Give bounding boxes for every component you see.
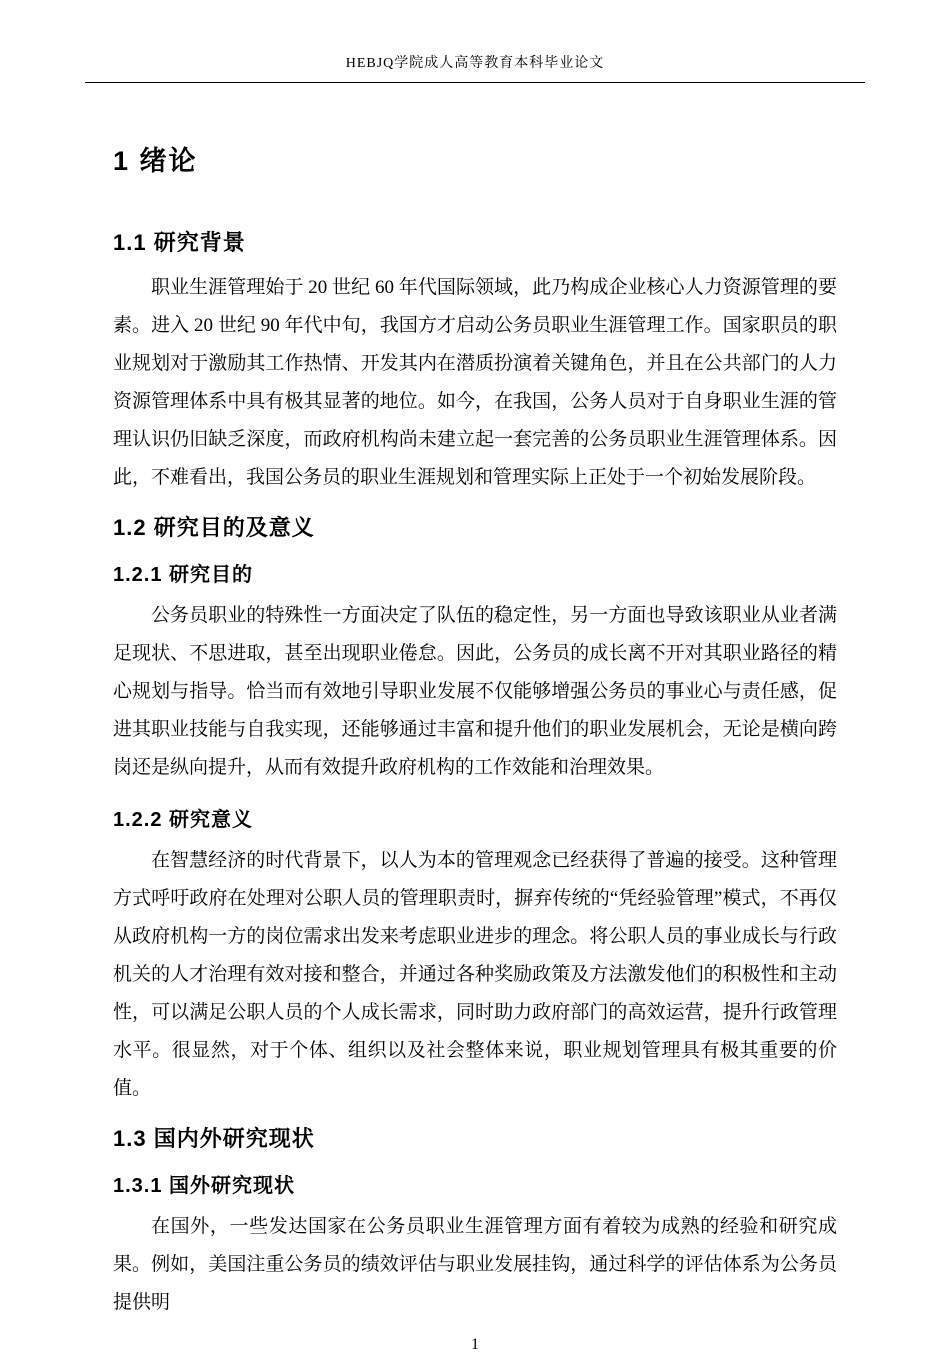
page-footer [85,1326,865,1354]
paragraph-research-significance: 在智慧经济的时代背景下，以人为本的管理观念已经获得了普遍的接受。这种管理方式呼吁政府在处理对公职人员的管理职责时，摒弃传统的“凭经验管理”模式，不再仅从政府机构一方的岗位需求出发来考虑职业进步的理念。将公职人员的事业成长与行政机关的人才治理有效对接和整合，并通过各种奖励政策及方法激发他们的积极性和主动性，可以满足公职人员的个人成长需求，同时助力政府部门的高效运营，提升行政管理水平。很显然，对于个体、组织以及社会整体来说，职业规划管理具有极其重要的价值。 [113,850,837,1099]
paragraph-foreign-research-status: 在国外，一些发达国家在公务员职业生涯管理方面有着较为成熟的经验和研究成果。例如，美国注重公务员的绩效评估与职业发展挂钩，通过科学的评估体系为公务员提供明 [113,1216,837,1313]
page-number: 1 [471,1336,479,1353]
subsection-heading-1-2-1: 1.2.1 研究目的 [113,564,254,586]
section-heading-1-2: 1.2 研究目的及意义 [113,515,315,540]
paragraph-research-purpose: 公务员职业的特殊性一方面决定了队伍的稳定性，另一方面也导致该职业从业者满足现状、不思进取，甚至出现职业倦怠。因此，公务员的成长离不开对其职业路径的精心规划与指导。恰当而有效地引导职业发展不仅能够增强公务员的事业心与责任感，促进其职业技能与自我实现，还能够通过丰富和提升他们的职业发展机会，无论是横向跨岗还是纵向提升，从而有效提升政府机构的工作效能和治理效果。 [113,605,837,778]
document-body [85,83,865,1326]
section-heading-1-3: 1.3 国内外研究现状 [113,1126,315,1151]
paragraph-research-background: 职业生涯管理始于 20 世纪 60 年代国际领域，此乃构成企业核心人力资源管理的要素。进入 20 世纪 90 年代中旬，我国方才启动公务员职业生涯管理工作。国家职员的职业规划对于激励其工作热情、开发其内在潜质扮演着关键角色，并且在公共部门的人力资源管理体系中具有极其显著的地位。如今，在我国，公务人员对于自身职业生涯的管理认识仍旧缺乏深度，而政府机构尚未建立起一套完善的公务员职业生涯管理体系。因此，不难看出，我国公务员的职业生涯规划和管理实际上正处于一个初始发展阶段。 [113,277,837,488]
section-heading-1-1: 1.1 研究背景 [113,230,246,255]
page-header [85,52,865,83]
chapter-title: 1 绪论 [113,146,198,176]
running-title: HEBJQ学院成人高等教育本科毕业论文 [345,56,605,71]
subsection-heading-1-2-2: 1.2.2 研究意义 [113,809,254,831]
subsection-heading-1-3-1: 1.3.1 国外研究现状 [113,1175,296,1197]
